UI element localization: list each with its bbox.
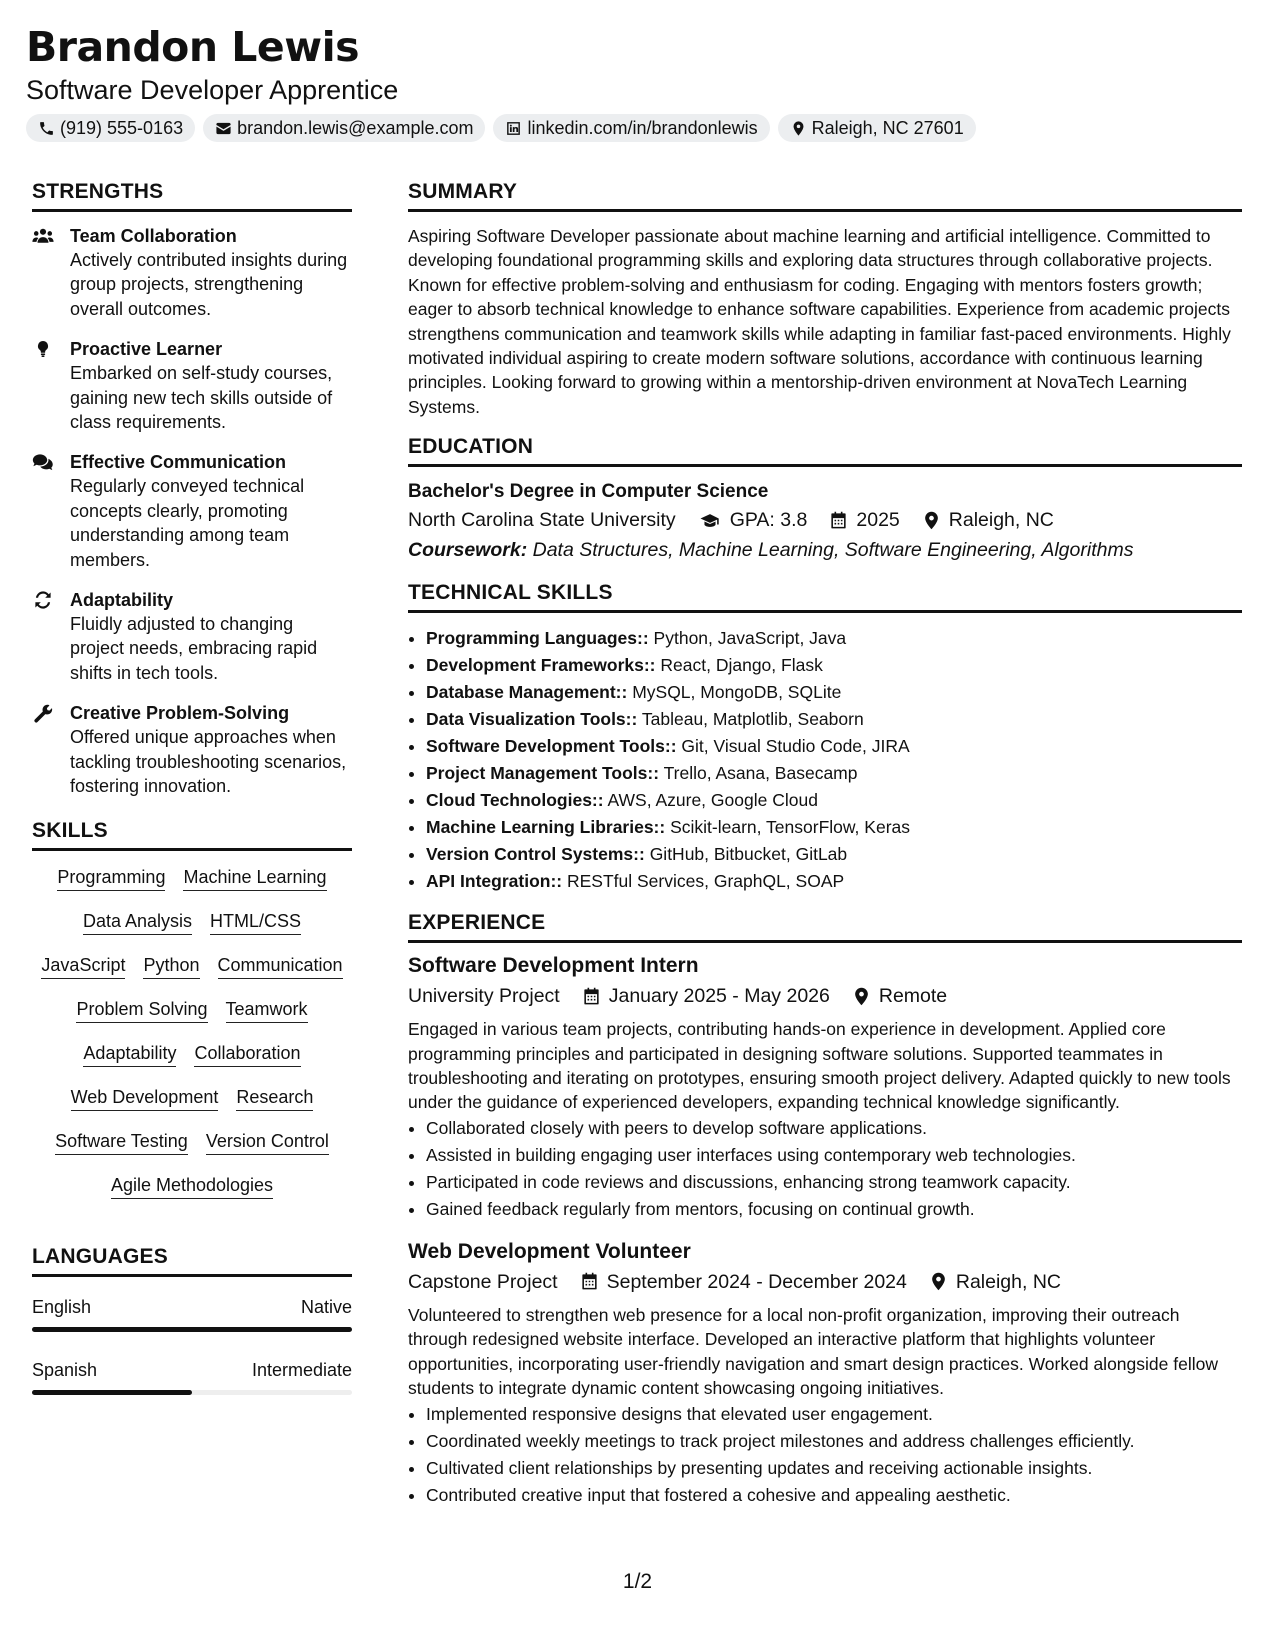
tech-skill-label: Machine Learning Libraries:: — [426, 817, 666, 838]
strength-item — [32, 701, 352, 798]
list-item: • Assisted in building engaging user interfaces using contemporary web technologies. — [426, 1142, 1242, 1169]
linkedin-icon — [505, 120, 522, 137]
strength-item — [32, 224, 352, 321]
skill-tag: Problem Solving — [76, 997, 207, 1023]
tech-skill-value: AWS, Azure, Google Cloud — [607, 790, 818, 811]
list-item — [426, 652, 1242, 679]
list-item — [426, 733, 1242, 760]
experience-heading: EXPERIENCE — [408, 909, 1242, 943]
list-item — [426, 679, 1242, 706]
comments-icon — [32, 452, 54, 472]
skill-tag: Communication — [218, 953, 343, 979]
summary-heading: SUMMARY — [408, 178, 1242, 212]
language-item — [32, 1295, 352, 1332]
tech-skill-value: MySQL, MongoDB, SQLite — [632, 682, 842, 703]
list-item — [426, 760, 1242, 787]
skill-tag: JavaScript — [41, 953, 125, 979]
email-contact[interactable] — [203, 114, 485, 142]
tech-skill-label: Development Frameworks:: — [426, 655, 656, 676]
strength-item — [32, 337, 352, 434]
list-item — [426, 787, 1242, 814]
strengths-list — [32, 224, 352, 799]
left-column — [32, 178, 352, 1421]
strength-title: Adaptability — [70, 590, 174, 611]
technical-skills-list — [408, 625, 1242, 895]
strength-desc: Actively contributed insights during group projects, strengthening overall outcomes. — [70, 250, 348, 319]
strength-title: Creative Problem-Solving — [70, 703, 290, 724]
language-proficiency-bar — [32, 1390, 352, 1395]
job-meta — [408, 1267, 1242, 1297]
skills-list — [32, 863, 352, 1217]
job-description: Volunteered to strengthen web presence for a local non-profit organization, improving their outreach through redesigned website interface. Developed an interactive platform that highlights volunteer opportunities, incorporating user-friendly navigation and smart design practices. Worked alongside fellow students to integrate dynamic content showcasing ongoing initiatives. — [408, 1304, 1218, 1399]
phone-contact — [26, 114, 195, 142]
language-name: Spanish — [32, 1359, 98, 1380]
phone-text: (919) 555-0163 — [60, 117, 184, 138]
tech-skill-label: Version Control Systems:: — [426, 844, 645, 865]
job-org: Capstone Project — [408, 1270, 558, 1293]
education-year: 2025 — [856, 509, 900, 532]
tech-skill-value: Tableau, Matplotlib, Seaborn — [641, 709, 864, 730]
tech-skill-value: React, Django, Flask — [660, 655, 823, 676]
skill-tag: Software Testing — [55, 1129, 188, 1155]
strength-desc: Offered unique approaches when tackling troubleshooting scenarios, fostering innovation. — [70, 727, 347, 797]
job-location: Raleigh, NC — [955, 1270, 1061, 1293]
job-title: Software Development Intern — [408, 954, 699, 978]
tech-skill-label: Project Management Tools:: — [426, 763, 660, 784]
list-item — [426, 814, 1242, 841]
tech-skill-label: API Integration:: — [426, 871, 563, 892]
linkedin-text: linkedin.com/in/brandonlewis — [527, 117, 758, 138]
skill-tag: Collaboration — [194, 1041, 300, 1067]
language-proficiency-fill — [32, 1327, 352, 1332]
tech-skill-value: RESTful Services, GraphQL, SOAP — [566, 871, 845, 892]
coursework-list: Data Structures, Machine Learning, Software Engineering, Algorithms — [532, 539, 1134, 562]
map-pin-icon — [790, 120, 807, 137]
language-proficiency-fill — [32, 1390, 192, 1395]
tech-skill-value: Scikit-learn, TensorFlow, Keras — [670, 817, 911, 838]
skill-tag: Research — [236, 1085, 313, 1111]
list-item: • Participated in code reviews and discussions, enhancing strong teamwork capacity. — [426, 1169, 1242, 1196]
job-location: Remote — [878, 985, 948, 1008]
tech-skill-value: GitHub, Bitbucket, GitLab — [649, 844, 848, 865]
skill-tag: Teamwork — [226, 997, 308, 1023]
skill-tag: Adaptability — [83, 1041, 176, 1067]
right-column — [408, 178, 1242, 1523]
list-item — [426, 841, 1242, 868]
tech-skill-label: Programming Languages:: — [426, 628, 649, 649]
strength-title: Effective Communication — [70, 452, 287, 473]
list-item: • Gained feedback regularly from mentors, focusing on continual growth. — [426, 1196, 1242, 1223]
candidate-title: Software Developer Apprentice — [26, 75, 399, 105]
job-bullets — [408, 1115, 1242, 1223]
strength-title: Team Collaboration — [70, 226, 237, 246]
language-level: Native — [300, 1296, 352, 1317]
education-heading: EDUCATION — [408, 433, 1242, 467]
lightbulb-icon — [32, 339, 54, 359]
language-proficiency-bar — [32, 1327, 352, 1332]
page-number: 1/2 — [622, 1570, 653, 1593]
skill-tag: Agile Methodologies — [111, 1173, 273, 1199]
tech-skill-value: Trello, Asana, Basecamp — [663, 763, 858, 784]
list-item — [426, 625, 1242, 652]
linkedin-contact[interactable] — [493, 114, 769, 142]
calendar-icon — [829, 511, 848, 530]
location-text: Raleigh, NC 27601 — [811, 117, 964, 138]
sync-icon — [32, 590, 54, 610]
language-item — [32, 1358, 352, 1395]
strength-desc: Embarked on self-study courses, gaining new tech skills outside of class requirements. — [70, 363, 333, 433]
contact-bar — [26, 114, 1246, 142]
map-pin-icon — [922, 511, 941, 530]
tech-skill-value: Python, JavaScript, Java — [653, 628, 847, 649]
skill-tag: Version Control — [206, 1129, 329, 1155]
skill-tag: HTML/CSS — [210, 909, 301, 935]
skill-tag: Web Development — [71, 1085, 219, 1111]
map-pin-icon — [852, 987, 871, 1006]
strength-item — [32, 588, 352, 685]
coursework-label: Coursework: — [408, 539, 528, 562]
strengths-heading: STRENGTHS — [32, 178, 352, 212]
list-item: • Contributed creative input that fostered a cohesive and appealing aesthetic. — [426, 1482, 1242, 1509]
education-location: Raleigh, NC — [948, 509, 1054, 532]
skill-tag: Machine Learning — [183, 865, 326, 891]
coursework — [408, 535, 1242, 565]
job-meta — [408, 981, 1242, 1011]
strength-desc: Regularly conveyed technical concepts clearly, promoting understanding among team members. — [70, 476, 305, 570]
experience-entry — [408, 951, 1242, 1223]
education-gpa: GPA: 3.8 — [729, 509, 808, 532]
job-dates: September 2024 - December 2024 — [606, 1270, 907, 1293]
job-bullets — [408, 1401, 1242, 1509]
education-school: North Carolina State University — [408, 509, 676, 532]
job-description: Engaged in various team projects, contributing hands-on experience in development. Applied core programming principles and participated in designing software solutions. Supported teammates in troubleshooting and iterating on prototypes, ensuring smooth project delivery. Adapted quickly to new tools under the guidance of experienced developers, expanding technical knowledge significantly. — [408, 1019, 1231, 1113]
skill-tag: Python — [143, 953, 199, 979]
tech-skill-label: Data Visualization Tools:: — [426, 709, 638, 730]
tech-skill-label: Software Development Tools:: — [426, 736, 677, 757]
skills-heading: SKILLS — [32, 817, 352, 851]
list-item: • Collaborated closely with peers to develop software applications. — [426, 1115, 1242, 1142]
job-org: University Project — [408, 985, 560, 1008]
resume-header — [26, 22, 1246, 142]
list-item — [426, 868, 1242, 895]
envelope-icon — [215, 120, 232, 137]
list-item: • Coordinated weekly meetings to track project milestones and address challenges efficiently. — [426, 1428, 1242, 1455]
location-contact — [778, 114, 976, 142]
summary-text: Aspiring Software Developer passionate about machine learning and artificial intelligence. Committed to developing foundational programming skills and exploring data structures through collaborative projects. Known for effective problem-solving and enthusiasm for coding. Engaging with mentors fosters growth; eager to absorb technical knowledge to enhance software capabilities. Experience from academic projects strengthens communication and teamwork skills while adapting in familiar fast-paced environments. Highly motivated individual aspiring to create modern software solutions, accordance with continuous learning principles. Looking forward to growing within a mentorship-driven environment at NovaTech Learning Systems. — [408, 226, 1231, 417]
calendar-icon — [582, 987, 601, 1006]
skill-tag: Data Analysis — [83, 909, 192, 935]
list-item — [426, 706, 1242, 733]
tech-skill-label: Database Management:: — [426, 682, 628, 703]
skill-tag: Programming — [57, 865, 165, 891]
wrench-icon — [32, 703, 54, 723]
job-title: Web Development Volunteer — [408, 1239, 691, 1263]
languages-heading: LANGUAGES — [32, 1243, 352, 1277]
experience-entry — [408, 1237, 1242, 1509]
list-item: • Implemented responsive designs that elevated user engagement. — [426, 1401, 1242, 1428]
tech-skill-label: Cloud Technologies:: — [426, 790, 604, 811]
job-dates: January 2025 - May 2026 — [608, 985, 830, 1008]
strength-item — [32, 450, 352, 572]
calendar-icon — [580, 1272, 599, 1291]
graduation-cap-icon — [698, 511, 722, 530]
email-text: brandon.lewis@example.com — [237, 117, 474, 138]
strength-desc: Fluidly adjusted to changing project needs, embracing rapid shifts in tech tools. — [70, 614, 318, 683]
users-icon — [32, 226, 54, 246]
list-item: • Cultivated client relationships by presenting updates and receiving actionable insights. — [426, 1455, 1242, 1482]
map-pin-icon — [929, 1272, 948, 1291]
tech-skill-value: Git, Visual Studio Code, JIRA — [681, 736, 910, 757]
strength-title: Proactive Learner — [70, 339, 223, 360]
language-name: English — [32, 1296, 92, 1317]
technical-skills-heading: TECHNICAL SKILLS — [408, 579, 1242, 613]
candidate-name: Brandon Lewis — [26, 23, 360, 71]
education-degree: Bachelor's Degree in Computer Science — [408, 481, 769, 503]
phone-icon — [38, 120, 55, 137]
education-meta — [408, 505, 1242, 535]
language-level: Intermediate — [251, 1359, 352, 1380]
